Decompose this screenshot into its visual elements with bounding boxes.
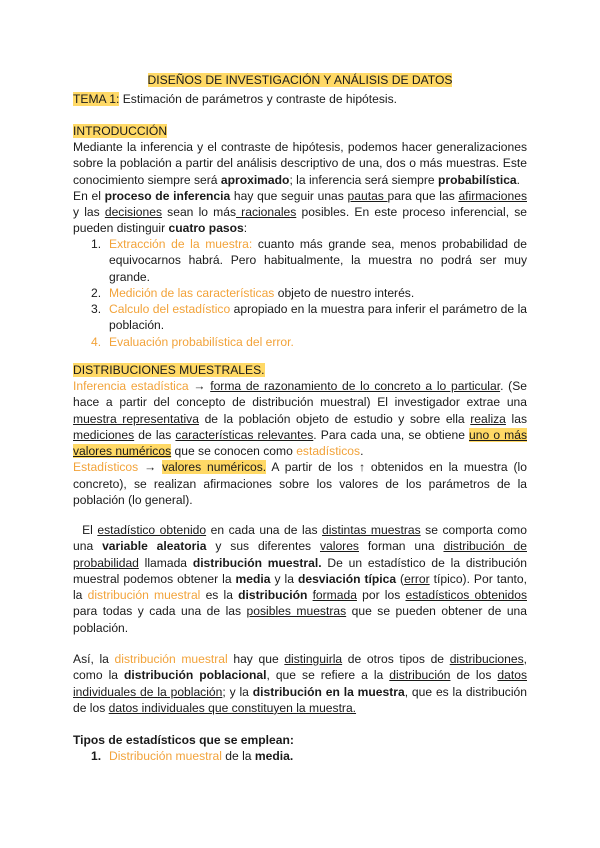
- intro-heading: INTRODUCCIÓN: [73, 124, 168, 138]
- list-item: 3. Calculo del estadístico apropiado en la muestra para inferir el parámetro de la población.: [91, 302, 527, 333]
- tema-label: TEMA 1:: [73, 92, 120, 106]
- tema-line: TEMA 1: Estimación de parámetros y contraste de hipótesis.: [73, 92, 397, 106]
- tipos-heading: Tipos de estadísticos que se emplean:: [73, 733, 294, 747]
- list-item: 1. Distribución muestral de la media.: [91, 749, 294, 763]
- list-item: 4. Evaluación probabilística del error.: [91, 334, 294, 349]
- steps-list: [73, 236, 527, 350]
- tipos-list: [73, 748, 527, 764]
- distinction-paragraph: Así, la distribución muestral hay que distinguirla de otros tipos de distribuciones, como la distribución poblacional, que se refiere a la distribución de los datos individuales de la población; y la distribución en la muestra, que es la distribución de los datos individuales que constituyen la muestra.: [73, 652, 528, 715]
- list-item: 1. Extracción de la muestra: cuanto más grande sea, menos probabilidad de equivocarnos habrá. Pero habitualmente, la muestra no podrá ser muy grande.: [91, 237, 527, 284]
- dist-paragraph: Inferencia estadística → forma de razonamiento de lo concreto a lo particular. (Se hace a partir del concepto de distribución muestral) El investigador extrae una muestra representativa de la población objeto de estudio y sobre ella realiza las mediciones de las características relevantes. Para cada una, se obtiene uno o más valores numéricos que se conocen como estadísticos. Estadísticos → valores numéricos. A partir de los ↑ obtenidos en la muestra (lo concreto), se realizan afirmaciones sobre los valores de los parámetros de la población (lo general).: [73, 379, 527, 508]
- document-title: DISEÑOS DE INVESTIGACIÓN Y ANÁLISIS DE DATOS: [147, 73, 453, 87]
- intro-paragraph: Mediante la inferencia y el contraste de hipótesis, podemos hacer generalizaciones sobre la población a partir del análisis descriptivo de una, dos o más muestras. Este conocimiento siempre será aproximado; la inferencia será siempre probabilística. En el proceso de inferencia hay que seguir unas pautas para que las afirmaciones y las decisiones sean lo más racionales posibles. En este proceso inferencial, se pueden distinguir cuatro pasos:: [73, 140, 527, 236]
- sampling-paragraph: El estadístico obtenido en cada una de las distintas muestras se comporta como una variable aleatoria y sus diferentes valores forman una distribución de probabilidad llamada distribución muestral. De un estadístico de la distribución muestral podemos obtener la media y la desviación típica (error típico). Por tanto, la distribución muestral es la distribución formada por los estadísticos obtenidos para todas y cada una de las posibles muestras que se pueden obtener de una población.: [73, 523, 528, 635]
- dist-heading: DISTRIBUCIONES MUESTRALES.: [73, 363, 265, 377]
- list-item: 2. Medición de las características objeto de nuestro interés.: [91, 285, 415, 300]
